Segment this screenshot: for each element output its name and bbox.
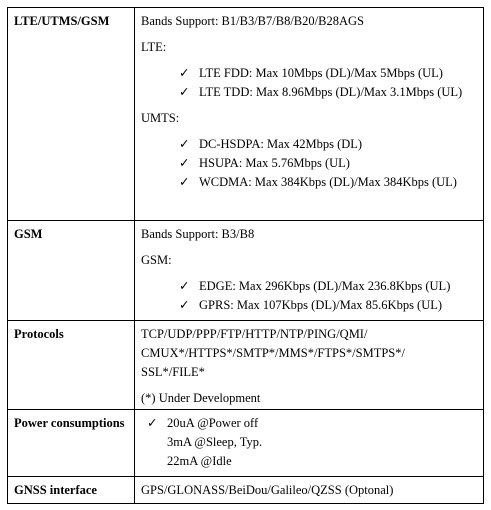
check-icon: ✓ <box>179 298 190 312</box>
row-label-gnss: GNSS interface <box>8 477 135 504</box>
check-icon: ✓ <box>179 137 190 151</box>
power-item: ✓ 20uA @Power off <box>141 414 479 433</box>
protocols-note: (*) Under Development <box>141 391 261 405</box>
check-icon: ✓ <box>179 279 190 293</box>
check-icon: ✓ <box>179 85 190 99</box>
lte-heading: LTE: <box>141 40 167 54</box>
row-power <box>8 410 484 477</box>
check-icon: ✓ <box>179 66 190 80</box>
power-item: 3mA @Sleep, Typ. <box>167 435 263 449</box>
gsm-heading: GSM: <box>141 253 172 267</box>
row-gnss <box>8 477 484 504</box>
row-content-gnss <box>135 477 484 504</box>
umts-heading: UMTS: <box>141 111 180 125</box>
protocols-line: TCP/UDP/PPP/FTP/HTTP/NTP/PING/QMI/ <box>141 327 368 341</box>
row-label-protocols: Protocols <box>8 321 135 410</box>
row-protocols <box>8 321 484 410</box>
row-gsm <box>8 221 484 321</box>
umts-list-item: ✓ WCDMA: Max 384Kbps (DL)/Max 384Kbps (UL) <box>141 173 479 192</box>
row-content-protocols <box>135 321 484 410</box>
check-icon: ✓ <box>147 416 158 430</box>
row-label-lte: LTE/UTMS/GSM <box>8 8 135 221</box>
lte-bands-support: Bands Support: B1/B3/B7/B8/B20/B28AGS <box>141 14 364 28</box>
protocols-line: CMUX*/HTTPS*/SMTP*/MMS*/FTPS*/SMTPS*/ <box>141 346 405 360</box>
lte-list-item: ✓ LTE TDD: Max 8.96Mbps (DL)/Max 3.1Mbps (UL) <box>141 83 479 102</box>
check-icon: ✓ <box>179 175 190 189</box>
row-label-power: Power consumptions <box>8 410 135 477</box>
gnss-value: GPS/GLONASS/BeiDou/Galileo/QZSS (Optonal) <box>141 483 394 497</box>
gsm-bands-support: Bands Support: B3/B8 <box>141 227 255 241</box>
protocols-line: SSL*/FILE* <box>141 365 205 379</box>
spec-table <box>7 7 484 504</box>
lte-list-item: ✓ LTE FDD: Max 10Mbps (DL)/Max 5Mbps (UL) <box>141 64 479 83</box>
row-content-power <box>135 410 484 477</box>
check-icon: ✓ <box>179 156 190 170</box>
umts-list-item: ✓ DC-HSDPA: Max 42Mbps (DL) <box>141 135 479 154</box>
gsm-list-item: ✓ GPRS: Max 107Kbps (DL)/Max 85.6Kbps (UL) <box>141 296 479 315</box>
row-label-gsm: GSM <box>8 221 135 321</box>
row-lte <box>8 8 484 221</box>
row-content-lte <box>135 8 484 221</box>
power-item: 22mA @Idle <box>167 454 232 468</box>
umts-list-item: ✓ HSUPA: Max 5.76Mbps (UL) <box>141 154 479 173</box>
gsm-list-item: ✓ EDGE: Max 296Kbps (DL)/Max 236.8Kbps (UL) <box>141 277 479 296</box>
row-content-gsm <box>135 221 484 321</box>
